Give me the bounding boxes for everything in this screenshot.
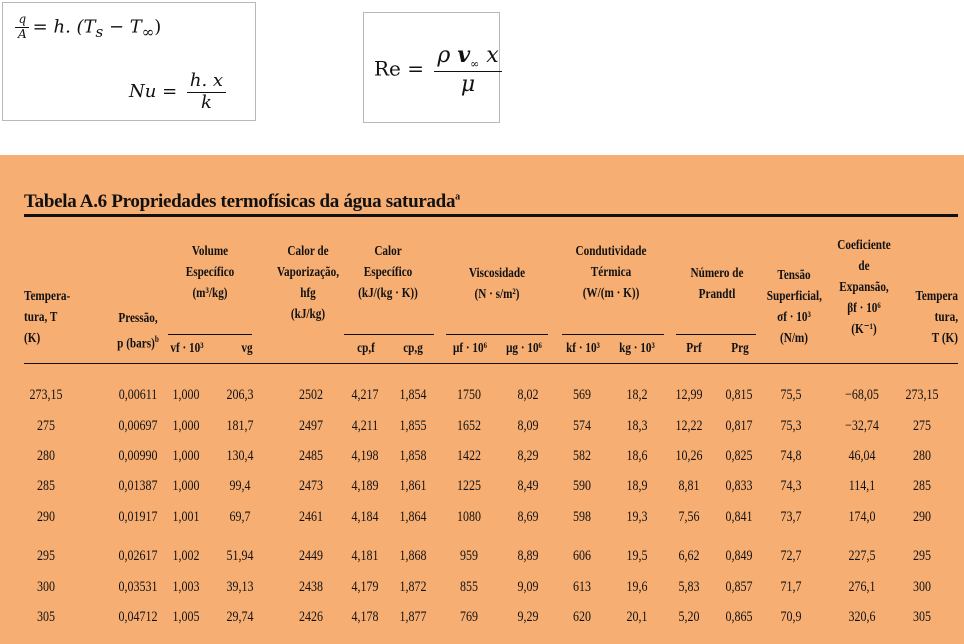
table-cell: 620 [573,609,591,625]
table-cell: 1,872 [399,579,427,595]
table-cell: 2449 [299,548,323,564]
heat-flux-nusselt-formula-box [2,2,256,121]
header-specific-volume: Volume Específico (m³/kg) [185,244,235,301]
header-pressure: Pressão, p (bars)$^b$ [117,311,159,352]
table-cell: 74,3 [780,478,802,494]
table-cell: 0,857 [725,579,753,595]
table-cell: 1,861 [399,478,427,494]
table-cell: 29,74 [226,609,254,625]
table-cell: 0,815 [725,387,753,403]
table-cell: 1,855 [399,418,427,434]
table-cell: 290 [913,509,931,525]
reynolds-equation: Re = $\frac{\rho v_\infty x}{\mu}$ [374,43,502,97]
table-cell: 0,00611 [118,387,158,403]
table-cell: 582 [573,448,591,464]
table-cell: 73,7 [780,509,802,525]
header-temperature: Tempera- tura, T (K) [24,289,71,346]
table-cell: 1,868 [399,548,427,564]
table-cell: 1,005 [172,609,200,625]
table-cell: 300 [913,579,931,595]
header-surface-tension: Tensão Superficial, σf · 10³ (N/m) [766,268,822,346]
header-rule [24,363,958,364]
table-cell: 18,2 [626,387,648,403]
header-temperature-right: Tempera tura, T (K) [915,289,958,346]
table-cell: 0,02617 [118,548,158,564]
table-cell: 2502 [299,387,323,403]
table-cell: 1,000 [172,448,200,464]
header-vf: vf · 10³ [170,341,204,356]
table-cell: 569 [573,387,591,403]
header-cpg: cp,g [403,341,423,356]
table-cell: 1080 [457,509,481,525]
table-cell: 4,189 [351,478,379,494]
table-cell: 290 [37,509,55,525]
table-cell: 99,4 [229,478,251,494]
table-cell: −32,74 [845,418,879,434]
table-cell: 0,01917 [118,509,158,525]
table-cell: 4,184 [351,509,379,525]
table-cell: 285 [913,478,931,494]
header-thermal-conductivity: Condutividade Térmica (W/(m · K)) [575,244,647,301]
table-cell: 8,09 [517,418,539,434]
table-cell: 285 [37,478,55,494]
table-cell: 574 [573,418,591,434]
table-cell: 0,841 [725,509,753,525]
header-prandtl: Número de Prandtl [690,266,744,302]
table-cell: 74,8 [780,448,802,464]
group-underline [168,334,252,335]
table-cell: 227,5 [848,548,876,564]
table-cell: 1422 [457,448,481,464]
table-cell: 19,6 [626,579,648,595]
table-cell: 2426 [299,609,323,625]
group-underline [446,334,548,335]
table-cell: 280 [913,448,931,464]
table-cell: 959 [460,548,478,564]
header-heat-of-vaporization: Calor de Vaporização, hfg (kJ/kg) [276,244,340,322]
table-cell: 19,3 [626,509,648,525]
table-cell: 2497 [299,418,323,434]
table-cell: 2461 [299,509,323,525]
table-cell: 300 [37,579,55,595]
table-cell: 12,22 [675,418,703,434]
header-specific-heat: Calor Específico (kJ/(kg · K)) [358,244,418,301]
table-cell: 51,94 [226,548,254,564]
table-cell: 4,178 [351,609,379,625]
table-cell: 181,7 [226,418,254,434]
table-cell: 280 [37,448,55,464]
table-cell: 75,5 [780,387,802,403]
table-cell: 769 [460,609,478,625]
group-underline [676,334,756,335]
group-underline [562,334,664,335]
table-cell: 18,6 [626,448,648,464]
table-cell: 1652 [457,418,481,434]
table-cell: 8,69 [517,509,539,525]
table-cell: 590 [573,478,591,494]
water-properties-table [0,155,964,644]
table-cell: 1750 [457,387,481,403]
nusselt-equation: Nu = $\frac{h. x}{k}$ [129,71,226,113]
header-muf: μf · 10⁶ [453,341,487,356]
nusselt-fraction: $\frac{h. x}{k}$ [187,71,226,113]
table-cell: 598 [573,509,591,525]
table-cell: 1,858 [399,448,427,464]
table-cell: 1,003 [172,579,200,595]
table-cell: 0,825 [725,448,753,464]
table-cell: 275 [37,418,55,434]
table-cell: 4,211 [351,418,379,434]
table-cell: 1,000 [172,478,200,494]
header-prg: Prg [731,341,749,356]
table-cell: 8,81 [678,478,700,494]
table-cell: 19,5 [626,548,648,564]
q-over-a-fraction: $\frac{q}{A}$ [15,13,30,42]
table-cell: 9,09 [517,579,539,595]
table-cell: 0,849 [725,548,753,564]
table-cell: 10,26 [675,448,703,464]
table-cell: 4,217 [351,387,379,403]
table-cell: 1,000 [172,387,200,403]
table-cell: 18,3 [626,418,648,434]
header-viscosity: Viscosidade (N · s/m²) [468,266,526,302]
table-cell: 46,04 [848,448,876,464]
table-cell: 273,15 [29,387,63,403]
table-cell: 18,9 [626,478,648,494]
table-cell: 174,0 [848,509,876,525]
table-cell: 69,7 [229,509,251,525]
table-cell: 12,99 [675,387,703,403]
table-cell: 295 [913,548,931,564]
table-cell: 5,83 [678,579,700,595]
group-underline [344,334,434,335]
table-cell: 1,864 [399,509,427,525]
table-cell: 855 [460,579,478,595]
table-title: Tabela A.6 Propriedades termofísicas da água saturada$^a$ [24,191,460,212]
table-cell: 0,817 [725,418,753,434]
table-cell: 320,6 [848,609,876,625]
table-cell: 1,854 [399,387,427,403]
table-cell: 275 [913,418,931,434]
table-cell: −68,05 [845,387,879,403]
table-cell: 8,49 [517,478,539,494]
table-cell: 71,7 [780,579,802,595]
table-cell: 1225 [457,478,481,494]
table-cell: 0,03531 [118,579,158,595]
table-cell: 1,002 [172,548,200,564]
table-cell: 273,15 [905,387,939,403]
table-cell: 75,3 [780,418,802,434]
header-kf: kf · 10³ [566,341,600,356]
table-cell: 72,7 [780,548,802,564]
header-vg: vg [241,341,253,356]
table-cell: 1,001 [172,509,200,525]
table-cell: 0,833 [725,478,753,494]
table-cell: 4,181 [351,548,379,564]
table-cell: 2438 [299,579,323,595]
table-cell: 70,9 [780,609,802,625]
table-cell: 305 [913,609,931,625]
table-cell: 8,02 [517,387,539,403]
table-cell: 4,179 [351,579,379,595]
header-mug: μg · 10⁶ [506,341,542,356]
table-cell: 7,56 [678,509,700,525]
table-cell: 114,1 [848,478,876,494]
table-cell: 0,04712 [118,609,158,625]
reynolds-formula-box [363,12,500,123]
table-cell: 1,877 [399,609,427,625]
header-cpf: cp,f [357,341,375,356]
heat-flux-equation: $\frac{q}{A}$ = h. $(T_s - T_\infty)$ [15,13,161,42]
table-cell: 130,4 [226,448,254,464]
title-rule [24,214,958,217]
table-cell: 1,000 [172,418,200,434]
table-cell: 8,29 [517,448,539,464]
table-cell: 276,1 [848,579,876,595]
table-cell: 4,198 [351,448,379,464]
table-cell: 39,13 [226,579,254,595]
table-cell: 9,29 [517,609,539,625]
table-cell: 0,865 [725,609,753,625]
header-prf: Prf [686,341,702,356]
table-cell: 2473 [299,478,323,494]
table-cell: 2485 [299,448,323,464]
table-cell: 206,3 [226,387,254,403]
reynolds-fraction: $\frac{\rho v_\infty x}{\mu}$ [434,43,501,97]
table-cell: 295 [37,548,55,564]
table-cell: 0,00990 [118,448,158,464]
table-cell: 5,20 [678,609,700,625]
table-cell: 606 [573,548,591,564]
table-cell: 6,62 [678,548,700,564]
table-cell: 20,1 [626,609,648,625]
table-cell: 613 [573,579,591,595]
table-cell: 0,00697 [118,418,158,434]
table-cell: 305 [37,609,55,625]
table-cell: 0,01387 [118,478,158,494]
table-cell: 8,89 [517,548,539,564]
header-kg: kg · 10³ [619,341,655,356]
header-expansion-coefficient: Coeficiente de Expansão, βf · 10⁶ (K⁻¹) [837,238,891,337]
